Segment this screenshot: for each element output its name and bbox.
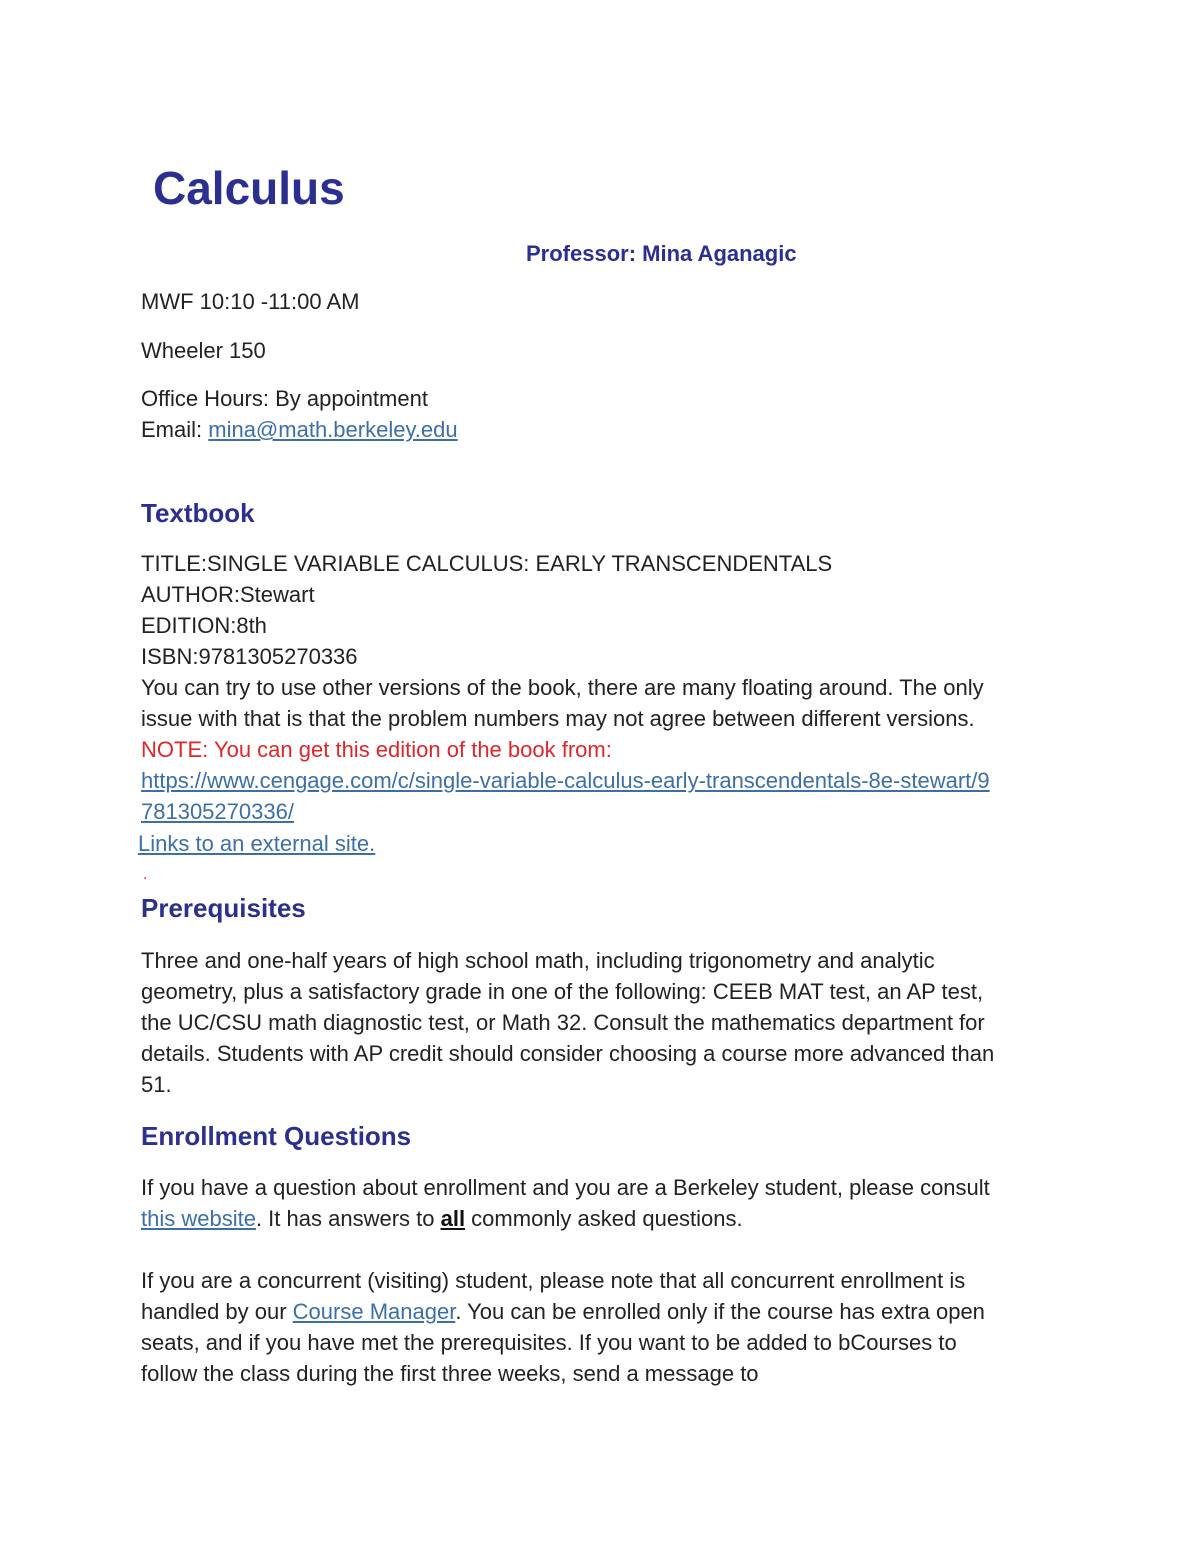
enrollment-p1-end: commonly asked questions. [465, 1206, 743, 1231]
prerequisites-line-1: Three and one-half years of high school math, including trigonometry and analytic [141, 948, 935, 973]
enrollment-p2-start: handled by our [141, 1299, 293, 1324]
textbook-isbn-line: ISBN:9781305270336 [141, 644, 358, 669]
schedule-text: MWF 10:10 -11:00 AM [141, 289, 360, 314]
external-site-link[interactable]: Links to an external site. [138, 831, 376, 856]
email-line [141, 414, 458, 445]
email-label: Email: [141, 417, 209, 442]
prerequisites-heading: Prerequisites [141, 893, 306, 923]
page-title: Calculus [153, 162, 345, 214]
prerequisites-line-5: 51. [141, 1072, 172, 1097]
red-dot-marker: . [143, 866, 148, 883]
textbook-edition-line: EDITION:8th [141, 613, 267, 638]
location-text: Wheeler 150 [141, 338, 266, 363]
enrollment-p1-line-1: If you have a question about enrollment and you are a Berkeley student, please consult [141, 1175, 990, 1200]
office-hours-text: Office Hours: By appointment [141, 386, 428, 411]
enrollment-p2-line-4: follow the class during the first three weeks, send a message to [141, 1361, 759, 1386]
enrollment-p1-mid: . It has answers to [255, 1206, 441, 1231]
berkeley-website-link[interactable]: this website [141, 1206, 256, 1231]
textbook-versions-line-1: You can try to use other versions of the book, there are many floating around. The only [141, 675, 984, 700]
textbook-heading: Textbook [141, 498, 255, 528]
enrollment-p2-line-2 [141, 1296, 985, 1327]
prerequisites-line-4: details. Students with AP credit should consider choosing a course more advanced than [141, 1041, 995, 1066]
enrollment-p1-line-2 [141, 1203, 743, 1234]
enrollment-p2-end: . You can be enrolled only if the course has extra open [455, 1299, 985, 1324]
prerequisites-line-3: the UC/CSU math diagnostic test, or Math 32. Consult the mathematics department for [141, 1010, 985, 1035]
cengage-link-line-1[interactable]: https://www.cengage.com/c/single-variable-calculus-early-transcendentals-8e-stewart/9 [141, 768, 990, 793]
textbook-author-line: AUTHOR:Stewart [141, 582, 315, 607]
textbook-versions-line-2: issue with that is that the problem numbers may not agree between different versions. [141, 706, 975, 731]
enrollment-p2-line-1: If you are a concurrent (visiting) student, please note that all concurrent enrollment is [141, 1268, 966, 1293]
prerequisites-line-2: geometry, plus a satisfactory grade in one of the following: CEEB MAT test, an AP test, [141, 979, 984, 1004]
enrollment-p2-line-3: seats, and if you have met the prerequisites. If you want to be added to bCourses to [141, 1330, 957, 1355]
textbook-note: NOTE: You can get this edition of the book from: [141, 737, 612, 762]
course-manager-link[interactable]: Course Manager [292, 1299, 456, 1324]
cengage-link-line-2[interactable]: 781305270336/ [141, 799, 294, 824]
enrollment-all-emphasis: all [440, 1206, 466, 1231]
professor-name: Professor: Mina Aganagic [526, 241, 797, 266]
enrollment-heading: Enrollment Questions [141, 1121, 412, 1151]
email-link[interactable]: mina@math.berkeley.edu [208, 417, 458, 442]
textbook-title-line: TITLE:SINGLE VARIABLE CALCULUS: EARLY TRANSCENDENTALS [141, 551, 833, 576]
